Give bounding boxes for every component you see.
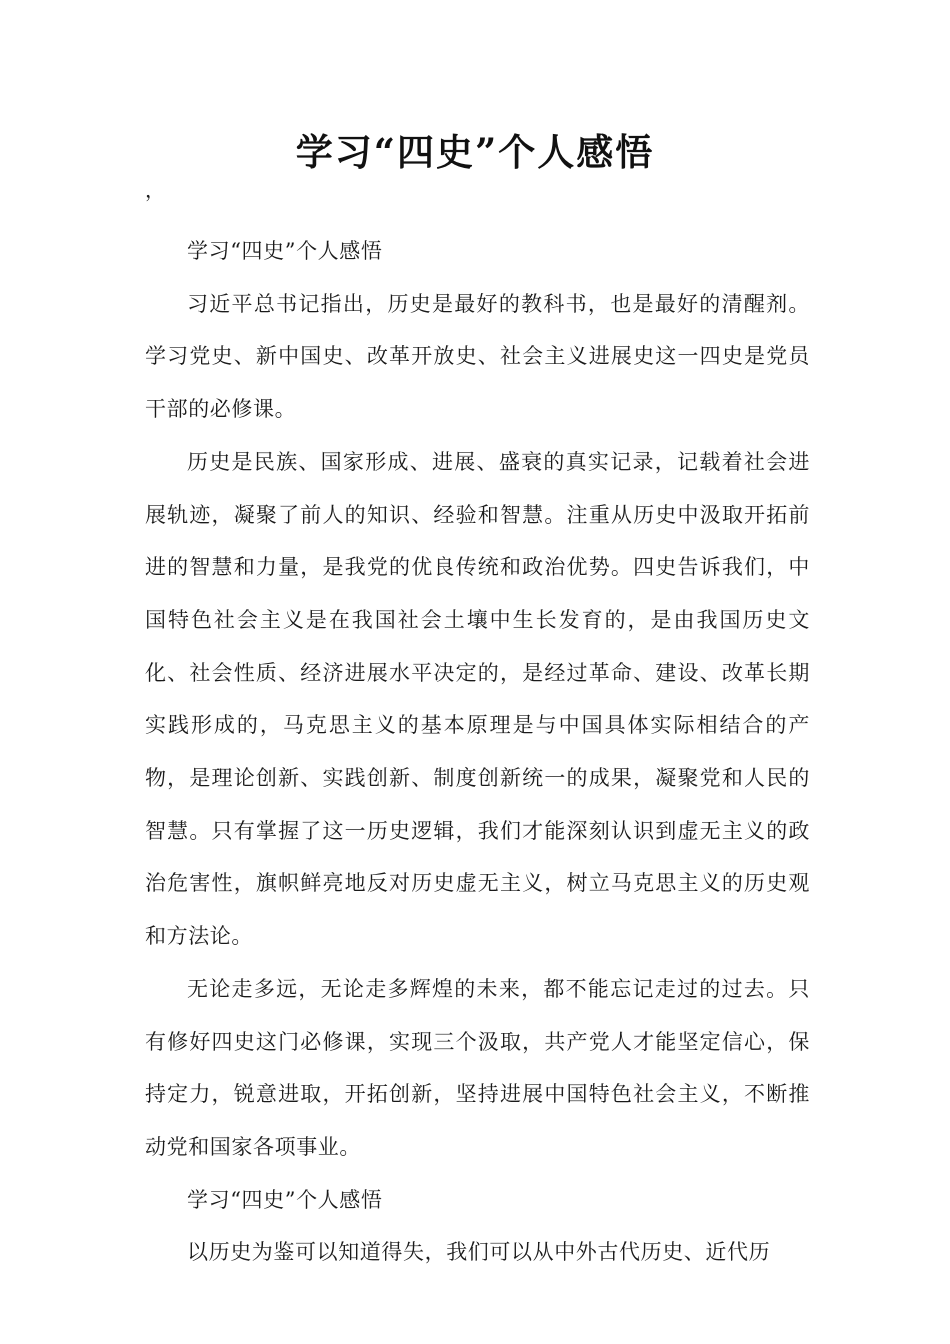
document-body: [145, 225, 810, 1279]
body-paragraph: 习近平总书记指出，历史是最好的教科书，也是最好的清醒剂。学习党史、新中国史、改革开放史、社会主义进展史这一四史是党员干部的必修课。: [145, 291, 810, 422]
document-title: 学习“四史”个人感悟: [295, 130, 655, 174]
body-paragraph: 无论走多远，无论走多辉煌的未来，都不能忘记走过的过去。只有修好四史这门必修课，实现三个汲取，共产党人才能坚定信心，保持定力，锐意进取，开拓创新，坚持进展中国特色社会主义，不断推动党和国家各项事业。: [145, 976, 810, 1159]
stray-punctuation-mark: ，: [145, 178, 165, 202]
section-heading: 学习“四史”个人感悟: [187, 1187, 383, 1212]
body-paragraph: 以历史为鉴可以知道得失，我们可以从中外古代历史、近代历: [187, 1240, 771, 1265]
body-paragraph: 历史是民族、国家形成、进展、盛衰的真实记录，记载着社会进展轨迹，凝聚了前人的知识、经验和智慧。注重从历史中汲取开拓前进的智慧和力量，是我党的优良传统和政治优势。四史告诉我们，中国特色社会主义是在我国社会土壤中生长发育的，是由我国历史文化、社会性质、经济进展水平决定的，是经过革命、建设、改革长期实践形成的，马克思主义的基本原理是与中国具体实际相结合的产物，是理论创新、实践创新、制度创新统一的成果，凝聚党和人民的智慧。只有掌握了这一历史逻辑，我们才能深刻认识到虚无主义的政治危害性，旗帜鲜亮地反对历史虚无主义，树立马克思主义的历史观和方法论。: [145, 449, 810, 949]
section-heading: 学习“四史”个人感悟: [187, 239, 383, 263]
